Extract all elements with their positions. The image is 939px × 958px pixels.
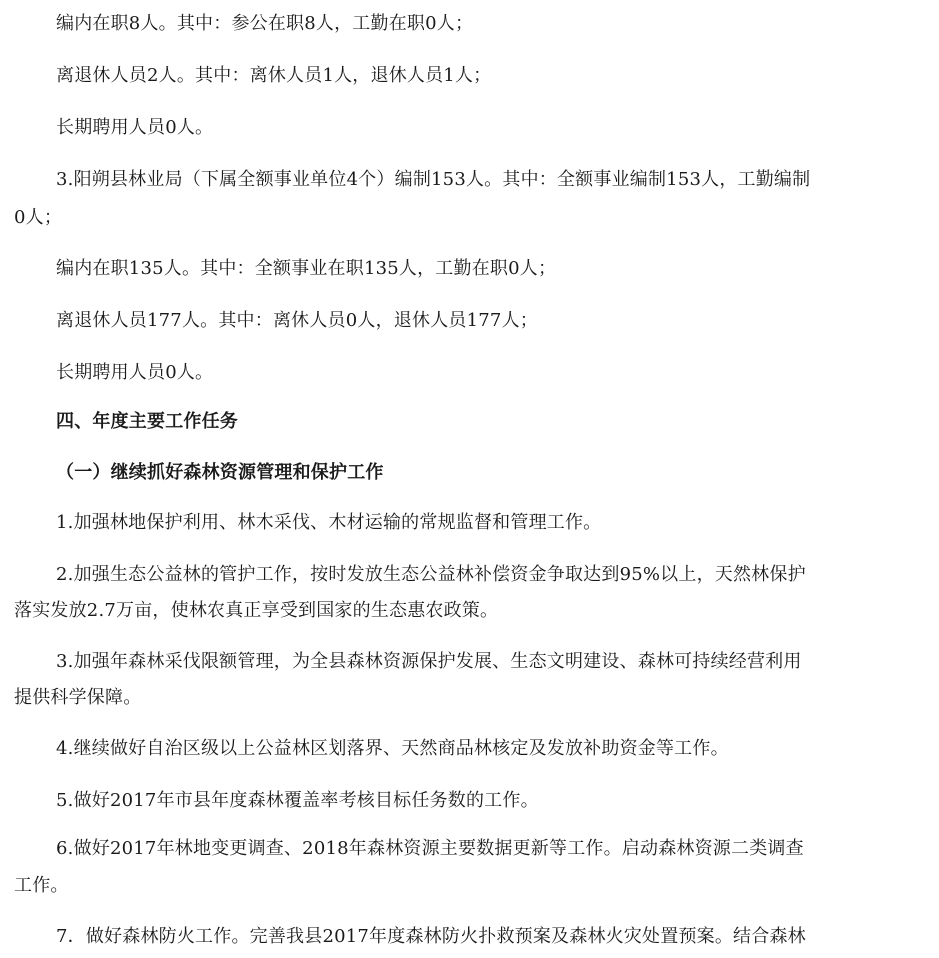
section-heading-annual-tasks: 四、年度主要工作任务: [56, 411, 238, 432]
paragraph-staff-in-service-2: 编内在职135人。其中：全额事业在职135人，工勤在职0人；: [56, 258, 557, 279]
task-item-6-cont: 工作。: [14, 875, 69, 896]
task-item-7: 7．做好森林防火工作。完善我县2017年度森林防火扑救预案及森林火灾处置预案。结合森林: [56, 926, 806, 947]
task-item-1: 1.加强林地保护利用、林木采伐、木材运输的常规监督和管理工作。: [56, 512, 602, 533]
task-item-6: 6.做好2017年林地变更调查、2018年森林资源主要数据更新等工作。启动森林资源二类调查: [56, 838, 804, 859]
task-item-3-cont: 提供科学保障。: [14, 687, 142, 708]
paragraph-forestry-bureau: 3.阳朔县林业局（下属全额事业单位4个）编制153人。其中：全额事业编制153人，工勤编制: [56, 169, 811, 190]
task-item-4: 4.继续做好自治区级以上公益林区划落界、天然商品林核定及发放补助资金等工作。: [56, 738, 729, 759]
paragraph-long-term-hire: 长期聘用人员0人。: [56, 117, 214, 138]
subsection-heading-forest-management: （一）继续抓好森林资源管理和保护工作: [56, 462, 384, 483]
paragraph-forestry-bureau-cont: 0人；: [14, 207, 63, 228]
task-item-5: 5.做好2017年市县年度森林覆盖率考核目标任务数的工作。: [56, 790, 539, 811]
task-item-3: 3.加强年森林采伐限额管理，为全县森林资源保护发展、生态文明建设、森林可持续经营利用: [56, 651, 802, 672]
paragraph-retired: 离退休人员2人。其中：离休人员1人，退休人员1人；: [56, 65, 492, 86]
task-item-2-cont: 落实发放2.7万亩，使林农真正享受到国家的生态惠农政策。: [14, 600, 499, 621]
task-item-2: 2.加强生态公益林的管护工作，按时发放生态公益林补偿资金争取达到95%以上，天然林保护: [56, 564, 806, 585]
paragraph-long-term-hire-2: 长期聘用人员0人。: [56, 362, 214, 383]
paragraph-staff-in-service: 编内在职8人。其中：参公在职8人，工勤在职0人；: [56, 13, 474, 34]
paragraph-retired-2: 离退休人员177人。其中：离休人员0人，退休人员177人；: [56, 310, 538, 331]
